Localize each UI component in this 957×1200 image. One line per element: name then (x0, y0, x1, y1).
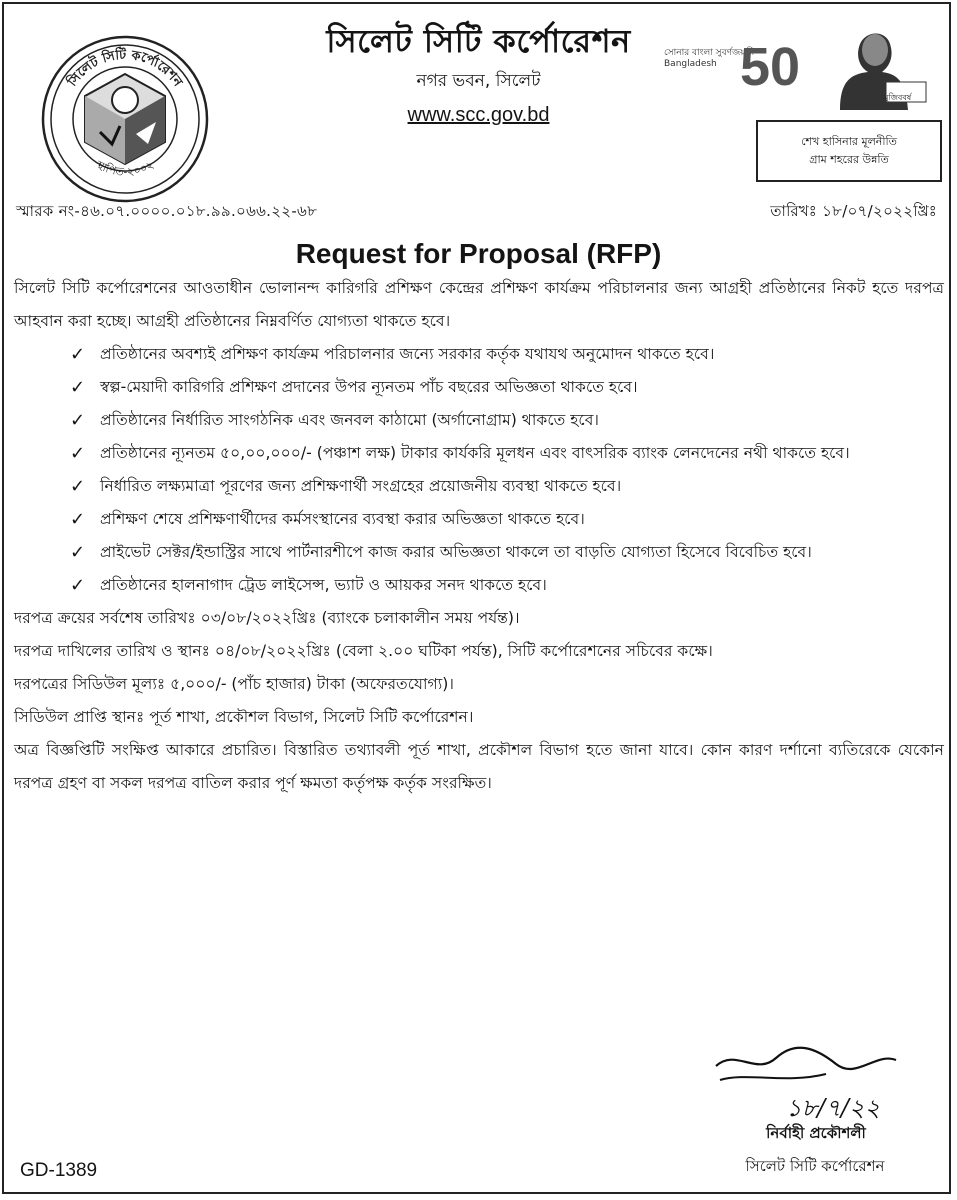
checkmark-icon: ✓ (70, 542, 86, 563)
memo-number: স্মারক নং-৪৬.০৭.০০০০.০১৮.৯৯.০৬৬.২২-৬৮ (16, 202, 318, 220)
jubilee-number: 50 (740, 37, 801, 97)
checkmark-icon: ✓ (70, 443, 86, 464)
slogan-line-1: শেখ হাসিনার মূলনীতি (801, 135, 897, 148)
closing-note: অত্র বিজ্ঞপ্তিটি সংক্ষিপ্ত আকারে প্রচারিত। বিস্তারিত তথ্যাবলী পূর্ত শাখা, প্রকৌশল বিভাগ হতে জানা যাবে। কোন কারণ দর্শানো ব্যতিরেকে যেকোন দরপত্র গ্রহণ বা সকল দরপত্র বাতিল করার পূর্ণ ক্ষমতা কর্তৃপক্ষ কর্তৃক সংরক্ষিত। (14, 741, 944, 792)
checkmark-icon: ✓ (70, 509, 86, 530)
signature-date: ১৮/৭/২২ (786, 1094, 881, 1122)
list-item: ✓ স্বল্প-মেয়াদী কারিগরি প্রশিক্ষণ প্রদানের উপর ন্যূনতম পাঁচ বছরের অভিজ্ঞতা থাকতে হবে। (14, 371, 944, 404)
signatory-title: নির্বাহী প্রকৌশলী (766, 1124, 866, 1142)
checkmark-icon: ✓ (70, 575, 86, 596)
checkmark-icon: ✓ (70, 344, 86, 365)
schedule-price: দরপত্রের সিডিউল মূল্যঃ ৫,০০০/- (পাঁচ হাজার) টাকা (অফেরতযোগ্য)। (14, 675, 454, 693)
gd-number: GD-1389 (20, 1160, 98, 1181)
portrait-icon (828, 22, 938, 110)
qualification-list (14, 338, 944, 602)
checkmark-icon: ✓ (70, 377, 86, 398)
portrait-image (828, 22, 938, 110)
list-item: ✓ প্রতিষ্ঠানের ন্যূনতম ৫০,০০,০০০/- (পঞ্চাশ লক্ষ) টাকার কার্যকরি মূলধন এবং বাৎসরিক ব্যাংক লেনদেনের নথী থাকতে হবে। (14, 437, 944, 470)
slogan-line-2: গ্রাম শহরের উন্নতি (809, 153, 889, 166)
jubilee-logo-text: সোনার বাংলা সুবর্ণজয়ন্তী Bangladesh (664, 48, 755, 69)
purchase-deadline: দরপত্র ক্রয়ের সর্বশেষ তারিখঃ ০৩/০৮/২০২২খ্রিঃ (ব্যাংকে চলাকালীন সময় পর্যন্ত)। (14, 609, 520, 627)
checkmark-icon: ✓ (70, 410, 86, 431)
list-item: ✓ প্রতিষ্ঠানের অবশ্যই প্রশিক্ষণ কার্যক্রম পরিচালনার জন্যে সরকার কর্তৃক যথাযথ অনুমোদন থাকতে হবে। (14, 338, 944, 371)
organization-website-link[interactable]: www.scc.gov.bd (407, 104, 550, 126)
checkmark-icon: ✓ (70, 476, 86, 497)
organization-title: সিলেট সিটি কর্পোরেশন (326, 22, 631, 60)
list-item: ✓ প্রাইভেট সেক্টর/ইন্ডাস্ট্রির সাথে পার্টনারশীপে কাজ করার অভিজ্ঞতা থাকলে তা বাড়তি যোগ্যতা হিসেবে বিবেচিত হবে। (14, 536, 944, 569)
seal-year: স্থাপিত-২০০২ (94, 158, 156, 179)
jubilee-logo (664, 36, 820, 106)
organization-address: নগর ভবন, সিলেট (416, 71, 541, 91)
list-item: ✓ নির্ধারিত লক্ষ্যমাত্রা পূরণের জন্য প্রশিক্ষণার্থী সংগ্রহের প্রয়োজনীয় ব্যবস্থা থাকতে হবে। (14, 470, 944, 503)
list-item: ✓ প্রশিক্ষণ শেষে প্রশিক্ষণার্থীদের কর্মসংস্থানের ব্যবস্থা করার অভিজ্ঞতা থাকতে হবে। (14, 503, 944, 536)
notice-date: তারিখঃ ১৮/০৭/২০২২খ্রিঃ (770, 202, 937, 220)
submission-date-place: দরপত্র দাখিলের তারিখ ও স্থানঃ ০৪/০৮/২০২২খ্রিঃ (বেলা ২.০০ ঘটিকা পর্যন্ত), সিটি কর্পোরেশনের সচিবের কক্ষে। (14, 642, 713, 660)
list-item: ✓ প্রতিষ্ঠানের নির্ধারিত সাংগঠনিক এবং জনবল কাঠামো (অর্গানোগ্রাম) থাকতে হবে। (14, 404, 944, 437)
notice-body (14, 272, 944, 800)
signatory-organization: সিলেট সিটি কর্পোরেশন (745, 1157, 885, 1175)
slogan-box (756, 120, 942, 182)
schedule-location: সিডিউল প্রাপ্তি স্থানঃ পূর্ত শাখা, প্রকৌশল বিভাগ, সিলেট সিটি কর্পোরেশন। (14, 708, 474, 726)
portrait-caption: মুজিববর্ষ (884, 93, 912, 102)
notice-title: Request for Proposal (RFP) (295, 238, 662, 269)
intro-paragraph: সিলেট সিটি কর্পোরেশনের আওতাধীন ভোলানন্দ কারিগরি প্রশিক্ষণ কেন্দ্রের প্রশিক্ষণ কার্যক্রম পরিচালনার জন্য আগ্রহী প্রতিষ্ঠানের নিকট হতে দরপত্র আহবান করা হচ্ছে। আগ্রহী প্রতিষ্ঠানের নিম্নবর্ণিত যোগ্যতা থাকতে হবে। (14, 279, 944, 330)
list-item: ✓ প্রতিষ্ঠানের হালনাগাদ ট্রেড লাইসেন্স, ভ্যাট ও আয়কর সনদ থাকতে হবে। (14, 569, 944, 602)
seal-text: সিলেট সিটি কর্পোরেশন (65, 47, 185, 90)
